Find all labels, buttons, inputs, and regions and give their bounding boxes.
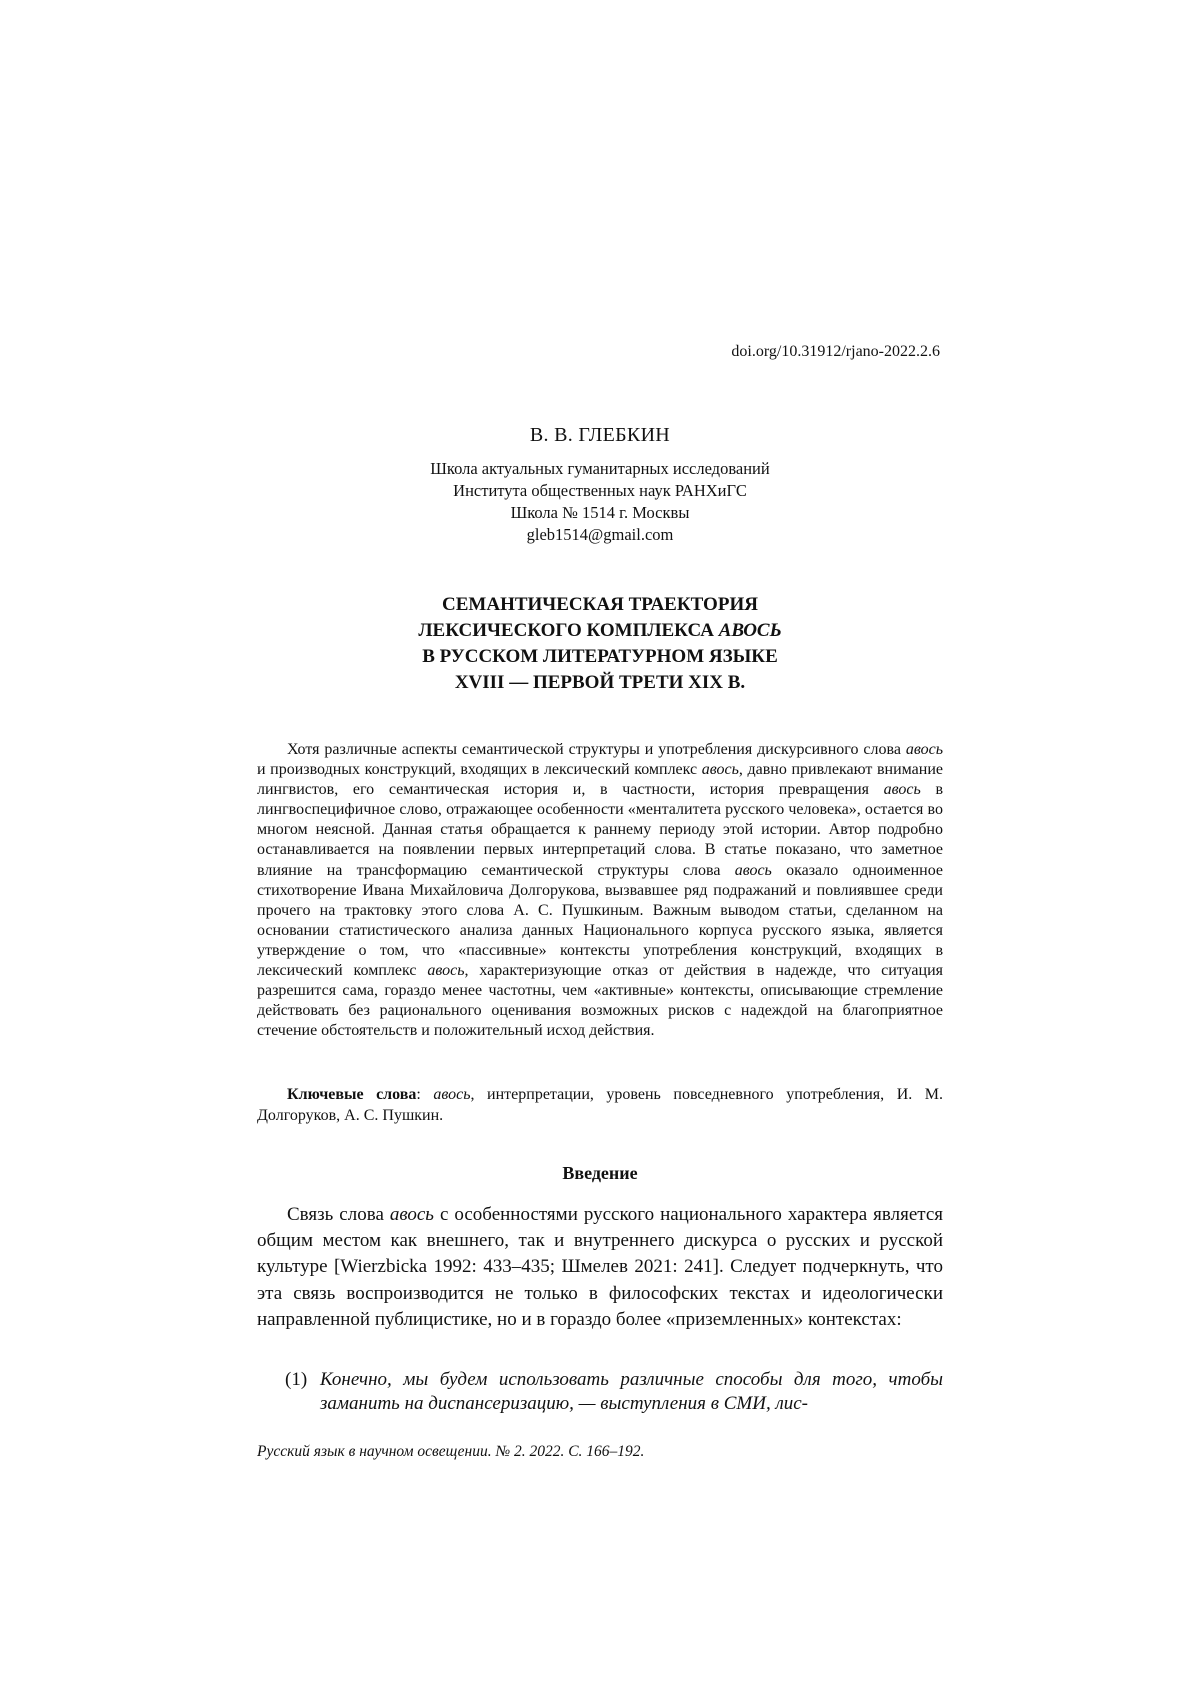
journal-footer: Русский язык в научном освещении. № 2. 2022. С. 166–192. [257,1443,645,1460]
intro-text: Связь слова [287,1204,390,1225]
title-text: ЛЕКСИЧЕСКОГО КОМПЛЕКСА [418,620,719,641]
affiliation [0,458,1200,546]
intro-paragraph [257,1202,943,1333]
example-text: Конечно, мы будем использовать различные способы для того, чтобы заманить на диспансеризацию, — выступления в СМИ, лис- [320,1369,943,1414]
title-line: XVIII — ПЕРВОЙ ТРЕТИ XIX В. [454,672,746,693]
abstract-term: авось [905,741,943,758]
example-number: (1) [285,1369,308,1390]
abstract-text: , давно привлекают внимание лингвистов, его семантическая история и, в частности, история превращения [257,761,943,799]
abstract-text: и производных конструкций, входящих в лексический комплекс [257,761,702,779]
title-line [0,618,1200,644]
section-heading: Введение [562,1163,638,1183]
keywords-text: , интерпретации, уровень повседневного употребления, И. М. Долгоруков, А. С. Пушкин. [257,1086,944,1124]
abstract-paragraph [257,740,943,1041]
keywords-label: Ключевые слова [287,1086,417,1103]
keywords-separator: : [416,1086,434,1103]
doi-link[interactable]: doi.org/10.31912/rjano-2022.2.6 [731,343,940,360]
keywords [257,1084,943,1126]
abstract-text: в лингвоспецифичное слово, отражающее особенности «менталитета русского человека», остается во многом неясной. Данная статья обращается к раннему периоду этой истории. Автор подробно останавливается на появлении первых интерпретаций слова. В статье показано, что заметное влияние на трансформацию семантической структуры слова [257,781,943,879]
abstract-term: авось [734,861,772,879]
example-1 [285,1368,943,1416]
abstract-term: авось [427,962,465,980]
author-name: В. В. ГЛЕБКИН [529,424,671,446]
title-line: В РУССКОМ ЛИТЕРАТУРНОМ ЯЗЫКЕ [422,646,778,667]
abstract-text: , характеризующие отказ от действия в надежде, что ситуация разрешится сама, гораздо менее частотны, чем «активные» контексты, описывающие стремление действовать без рационального оценивания возможных рисков с надеждой на благоприятное стечение обстоятельств и положительный исход действия. [257,962,944,1040]
keywords-paragraph [257,1084,943,1126]
title-italic-term: АВОСЬ [718,620,782,641]
affiliation-line: Школа № 1514 г. Москвы [510,503,690,522]
intro-body [257,1202,943,1333]
abstract [257,740,943,1041]
affiliation-line: Школа актуальных гуманитарных исследований [430,459,770,478]
abstract-term: авось [701,761,739,779]
title-line: СЕМАНТИЧЕСКАЯ ТРАЕКТОРИЯ [442,594,758,615]
intro-text: с особенностями русского национального характера является общим местом как внешнего, так и внутреннего дискурса о русских и русской культуре [Wierzbicka 1992: 433–435; Шмелев 2021: 241]. Следует подчеркнуть, что эта связь воспроизводится не только в философских текстах и идеологически направленной публицистике, но и в гораздо более «приземленных» контекстах: [257,1204,943,1330]
abstract-term: авось [883,781,921,799]
keywords-term: авось [433,1086,471,1103]
abstract-text: оказало одноименное стихотворение Ивана Михайловича Долгорукова, вызвавшее ряд подражаний и повлиявшее среди прочего на трактовку этого слова А. С. Пушкиным. Важным выводом статьи, сделанном на основании статистического анализа данных Национального корпуса русского языка, является утверждение о том, что «пассивные» контексты употребления конструкций, входящих в лексический комплекс [257,861,943,980]
author-email[interactable]: gleb1514@gmail.com [526,525,674,544]
affiliation-line: Института общественных наук РАНХиГС [453,481,747,500]
abstract-text: Хотя различные аспекты семантической структуры и употребления дискурсивного слова [287,741,906,758]
intro-term: авось [389,1204,434,1225]
paper-title [0,592,1200,696]
